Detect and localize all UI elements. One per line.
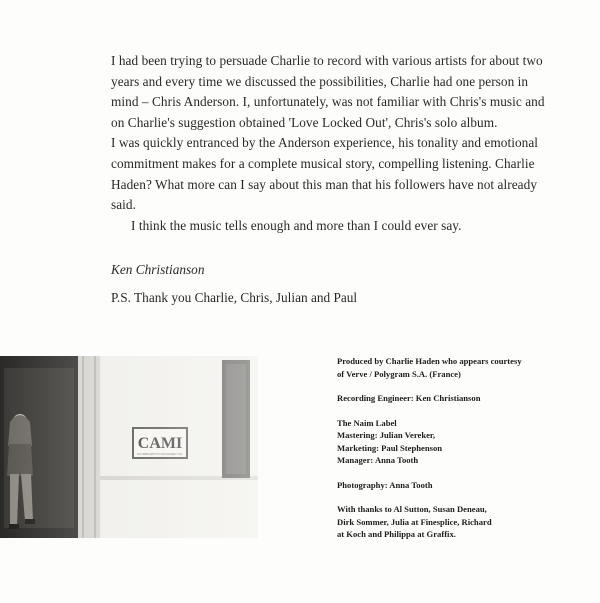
credit-producer-line: Produced by Charlie Haden who appears courtesy xyxy=(337,356,522,366)
credit-producer-line: of Verve / Polygram S.A. (France) xyxy=(337,368,461,379)
credit-label-line: The Naim Label xyxy=(337,417,397,428)
photo-street-scene xyxy=(0,356,258,538)
notes-paragraph: I was quickly entranced by the Anderson experience, his tonality and emotional commitment makes for a complete musical story, compelling listening. Charlie Haden? What more can I say about this man that his followers have not already said. xyxy=(111,135,539,213)
notes-paragraph: I had been trying to persuade Charlie to record with various artists for about two years and every time we discussed the possibilities, Charlie had one person in mind – Chris Anderson. I, unfortunately, was not familiar with Chris's music and on Charlie's suggestion obtained 'Love Locked Out', Chris's solo album. xyxy=(111,53,545,130)
credit-thanks-line: With thanks to Al Sutton, Susan Deneau, xyxy=(337,504,487,514)
credit-label-line: Manager: Anna Tooth xyxy=(337,455,419,465)
credit-photography: Photography: Anna Tooth xyxy=(337,479,433,490)
credit-label-line: Mastering: Julian Vereker, xyxy=(337,430,436,440)
credit-thanks-line: at Koch and Philippa at Graffix. xyxy=(337,529,456,539)
liner-notes xyxy=(111,51,551,236)
photo-graphic xyxy=(0,356,258,538)
notes-paragraph: I think the music tells enough and more than I could ever say. xyxy=(131,217,462,233)
credit-engineer: Recording Engineer: Ken Christianson xyxy=(337,393,481,403)
credit-label-line: Marketing: Paul Stephenson xyxy=(337,442,443,453)
postscript: P.S. Thank you Charlie, Chris, Julian and Paul xyxy=(111,290,358,305)
credit-thanks-line: Dirk Sommer, Julia at Finesplice, Richard xyxy=(337,516,492,527)
signature: Ken Christianson xyxy=(111,262,205,277)
credits xyxy=(337,355,577,541)
